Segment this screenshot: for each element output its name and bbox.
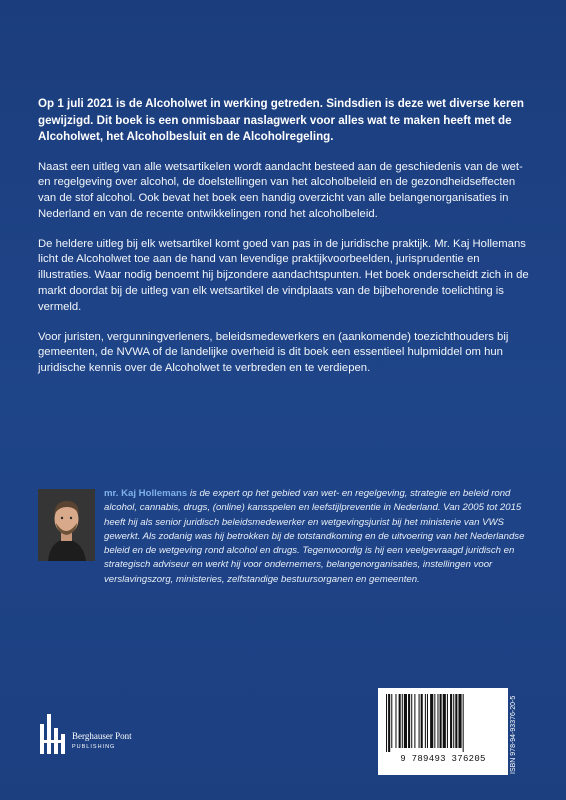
author-photo: [38, 489, 95, 561]
publisher-logo: [38, 710, 158, 760]
body-paragraph-3: Voor juristen, vergunningverleners, beleidsmedewerkers en (aankomende) toezichthouders bij gemeenten, de NVWA of de landelijke overheid is dit boek een essentieel hulpmiddel om hun juridische kennis over de Alcoholwet te verbreden en te verdiepen.: [38, 330, 509, 375]
barcode-bars-icon: [386, 694, 500, 752]
intro-paragraph: Op 1 juli 2021 is de Alcoholwet in werking getreden. Sindsdien is deze wet diverse keren gewijzigd. Dit boek is een onmisbaar naslagwerk voor alles wat te maken heeft met de Alcoholwet, het Alcoholbesluit en de Alcoholregeling.: [38, 97, 525, 143]
publisher-mark-icon: [38, 714, 68, 756]
isbn-vertical-text: ISBN 978-94-93376-20-5: [510, 695, 517, 774]
author-bio: [104, 487, 530, 587]
barcode: [378, 688, 508, 775]
barcode-digits: 9 789493 376205: [400, 754, 486, 764]
author-name: mr. Kaj Hollemans: [104, 488, 188, 499]
body-paragraph-2: De heldere uitleg bij elk wetsartikel komt goed van pas in de juridische praktijk. Mr. Kaj Hollemans licht de Alcoholwet toe aan de hand van levendige praktijkvoorbeelden, jurisprudentie en illustraties. Waar nodig benoemt hij bijzondere aandachtspunten. Het boek onderscheidt zich in de markt doordat bij de uitleg van elk wetsartikel de vindplaats van de bijbehorende toelichting is vermeld.: [38, 237, 529, 313]
publisher-subtitle: PUBLISHING: [72, 744, 116, 750]
author-section: [38, 487, 530, 587]
author-bio-text: is de expert op het gebied van wet- en regelgeving, strategie en beleid rond alcohol, cannabis, drugs, (online) kansspelen en leefstijlpreventie in Nederland. Van 2005 tot 2015 heeft hij als senior juridisch beleidsmedewerker en wetgevingsjurist bij het ministerie van VWS gewerkt. Als zodanig was hij betrokken bij de totstandkoming en de uitvoering van het Nederlandse beleid en de wetgeving rond alcohol en drugs. Tegenwoordig is hij een veelgevraagd juridisch en strategisch adviseur en werkt hij voor ondernemers, belangenorganisaties, instellingen voor verslavingszorg, ministeries, zelfstandige bestuursorganen en gemeenten.: [104, 488, 525, 585]
description-block: [38, 96, 530, 391]
publisher-name: Berghauser Pont: [72, 731, 132, 741]
isbn-vertical: [510, 694, 522, 774]
body-paragraph-1: Naast een uitleg van alle wetsartikelen wordt aandacht besteed aan de geschiedenis van de wet- en regelgeving over alcohol, de doelstellingen van het alcoholbeleid en de gezondheidseffecten van de stof alcohol. Ook bevat het boek een handig overzicht van alle belangenorganisaties in Nederland en van de recente ontwikkelingen rond het alcoholbeleid.: [38, 160, 523, 220]
author-portrait-icon: [38, 489, 95, 561]
